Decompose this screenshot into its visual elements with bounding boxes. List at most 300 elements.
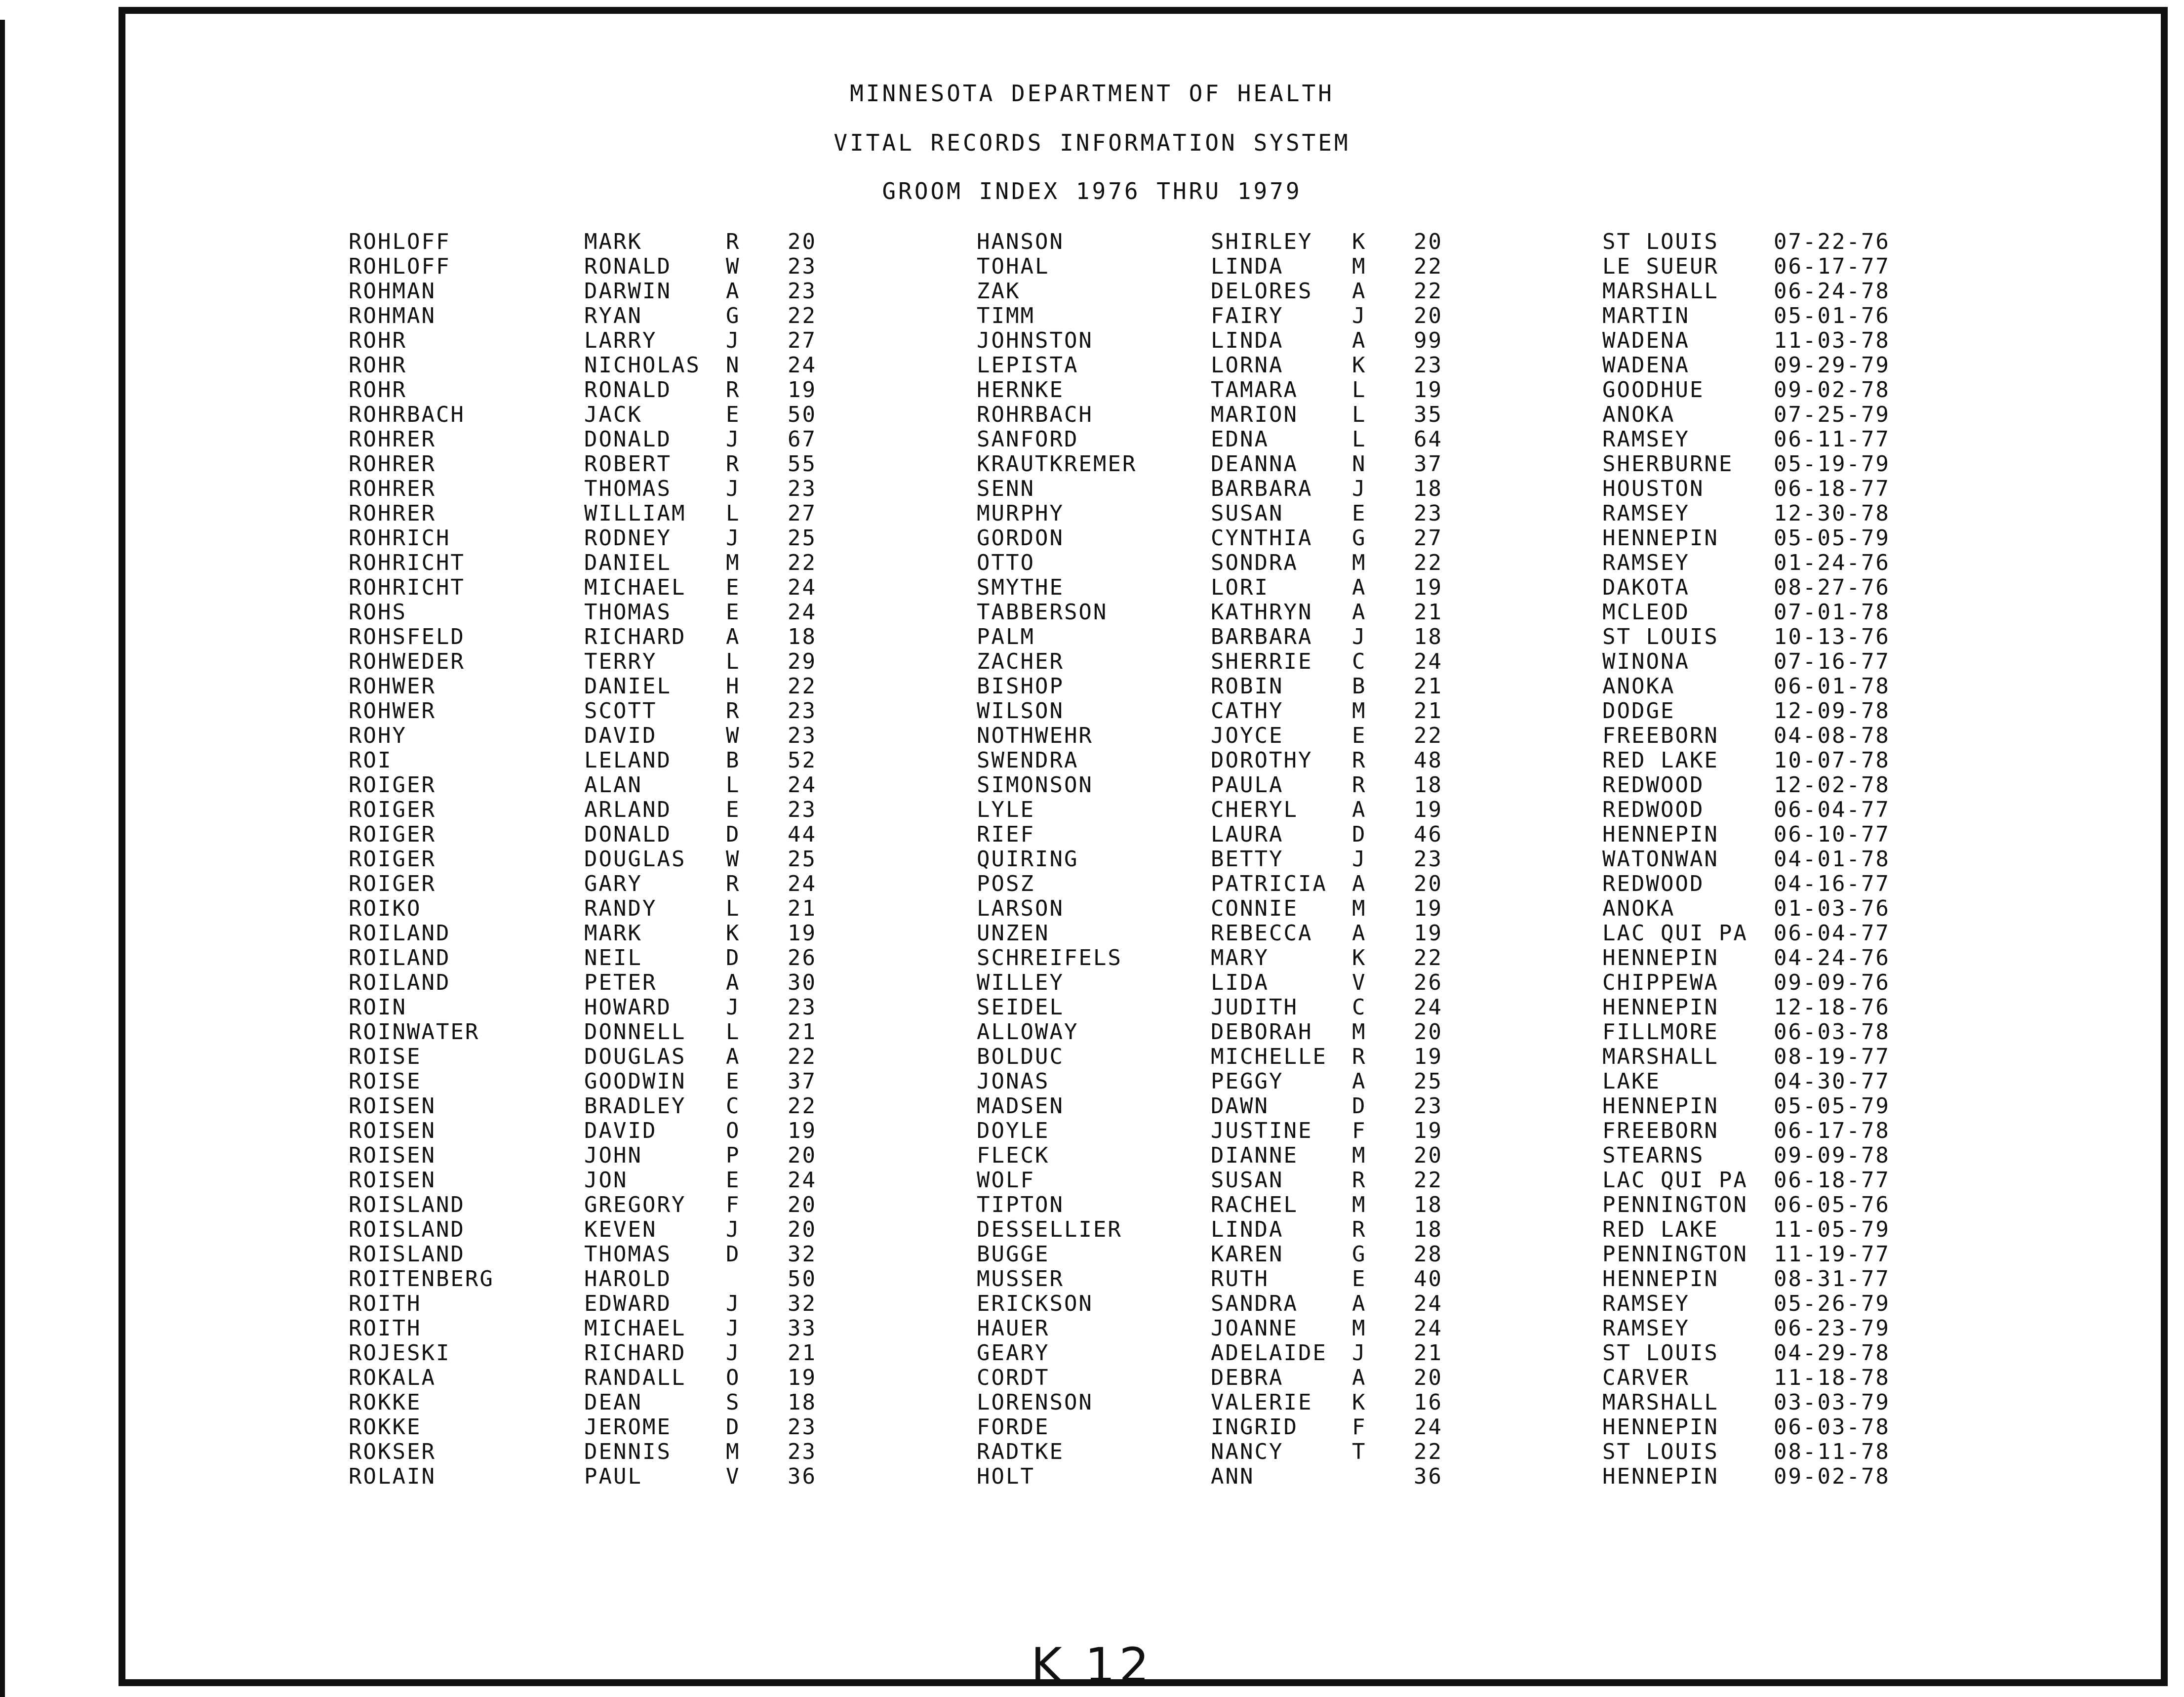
bride-surname: UNZEN xyxy=(977,921,1050,946)
groom-surname: ROISE xyxy=(349,1044,422,1069)
groom-surname: ROISEN xyxy=(349,1143,436,1168)
groom-middle-initial: R xyxy=(726,377,741,403)
groom-middle-initial: D xyxy=(726,1414,741,1440)
groom-middle-initial: H xyxy=(726,674,741,699)
marriage-date: 06-18-77 xyxy=(1774,476,1890,501)
groom-surname: ROIGER xyxy=(349,871,436,896)
groom-first-name: MARK xyxy=(584,921,642,946)
bride-middle-initial: A xyxy=(1352,328,1367,353)
bride-first-name: RACHEL xyxy=(1211,1192,1298,1217)
groom-surname: ROISEN xyxy=(349,1168,436,1193)
groom-middle-initial: W xyxy=(726,847,741,872)
groom-surname: ROIGER xyxy=(349,822,436,847)
bride-middle-initial: M xyxy=(1352,550,1367,575)
marriage-date: 04-01-78 xyxy=(1774,847,1890,872)
county: ST LOUIS xyxy=(1602,229,1719,254)
groom-middle-initial: A xyxy=(726,970,741,995)
bride-age: 19 xyxy=(1414,921,1443,946)
groom-age: 18 xyxy=(788,624,817,649)
bride-age: 19 xyxy=(1414,575,1443,600)
bride-surname: JONAS xyxy=(977,1069,1050,1094)
record-row xyxy=(0,921,2184,946)
bride-first-name: LINDA xyxy=(1211,1217,1284,1242)
bride-age: 23 xyxy=(1414,1093,1443,1119)
bride-age: 20 xyxy=(1414,1143,1443,1168)
groom-first-name: RICHARD xyxy=(584,1340,686,1366)
bride-middle-initial: A xyxy=(1352,279,1367,304)
marriage-date: 12-30-78 xyxy=(1774,501,1890,526)
groom-age: 33 xyxy=(788,1316,817,1341)
bride-first-name: EDNA xyxy=(1211,427,1269,452)
county: CHIPPEWA xyxy=(1602,970,1719,995)
bride-age: 22 xyxy=(1414,1439,1443,1464)
bride-middle-initial: L xyxy=(1352,427,1367,452)
bride-middle-initial: R xyxy=(1352,748,1367,773)
bride-middle-initial: F xyxy=(1352,1118,1367,1143)
bride-surname: LORENSON xyxy=(977,1390,1093,1415)
bride-surname: ZACHER xyxy=(977,649,1064,674)
bride-middle-initial: G xyxy=(1352,525,1367,551)
groom-first-name: LELAND xyxy=(584,748,672,773)
marriage-date: 12-18-76 xyxy=(1774,995,1890,1020)
groom-age: 32 xyxy=(788,1291,817,1316)
county: WADENA xyxy=(1602,328,1690,353)
bride-age: 64 xyxy=(1414,427,1443,452)
marriage-date: 06-18-77 xyxy=(1774,1168,1890,1193)
bride-middle-initial: A xyxy=(1352,921,1367,946)
county: DODGE xyxy=(1602,698,1675,724)
marriage-date: 12-09-78 xyxy=(1774,698,1890,724)
bride-first-name: MARION xyxy=(1211,402,1298,427)
record-row xyxy=(0,798,2184,822)
groom-first-name: JEROME xyxy=(584,1414,672,1440)
bride-middle-initial: E xyxy=(1352,501,1367,526)
groom-age: 24 xyxy=(788,600,817,625)
bride-surname: RADTKE xyxy=(977,1439,1064,1464)
marriage-date: 06-11-77 xyxy=(1774,427,1890,452)
county: ANOKA xyxy=(1602,674,1675,699)
marriage-date: 01-24-76 xyxy=(1774,550,1890,575)
groom-surname: ROIGER xyxy=(349,847,436,872)
groom-middle-initial: E xyxy=(726,402,741,427)
record-row xyxy=(0,773,2184,798)
record-row xyxy=(0,1045,2184,1069)
groom-surname: ROHSFELD xyxy=(349,624,465,649)
bride-surname: SWENDRA xyxy=(977,748,1079,773)
bride-first-name: MICHELLE xyxy=(1211,1044,1327,1069)
county: FILLMORE xyxy=(1602,1019,1719,1045)
record-row xyxy=(0,551,2184,575)
groom-first-name: MICHAEL xyxy=(584,575,686,600)
bride-first-name: REBECCA xyxy=(1211,921,1313,946)
marriage-date: 06-01-78 xyxy=(1774,674,1890,699)
groom-first-name: RICHARD xyxy=(584,624,686,649)
groom-middle-initial: J xyxy=(726,1291,741,1316)
groom-first-name: RODNEY xyxy=(584,525,672,551)
bride-age: 22 xyxy=(1414,279,1443,304)
bride-first-name: CONNIE xyxy=(1211,896,1298,921)
bride-first-name: NANCY xyxy=(1211,1439,1284,1464)
groom-surname: ROHMAN xyxy=(349,303,436,328)
bride-first-name: PEGGY xyxy=(1211,1069,1284,1094)
groom-age: 23 xyxy=(788,279,817,304)
bride-surname: NOTHWEHR xyxy=(977,723,1093,748)
groom-age: 24 xyxy=(788,575,817,600)
groom-age: 21 xyxy=(788,896,817,921)
bride-surname: FLECK xyxy=(977,1143,1050,1168)
bride-surname: GORDON xyxy=(977,525,1064,551)
groom-middle-initial: O xyxy=(726,1118,741,1143)
county: RED LAKE xyxy=(1602,748,1719,773)
record-row xyxy=(0,600,2184,625)
groom-middle-initial: M xyxy=(726,1439,741,1464)
record-row xyxy=(0,1415,2184,1440)
groom-first-name: ALAN xyxy=(584,772,642,798)
groom-age: 55 xyxy=(788,451,817,477)
county: FREEBORN xyxy=(1602,723,1719,748)
bride-middle-initial: M xyxy=(1352,1143,1367,1168)
groom-surname: ROHWER xyxy=(349,674,436,699)
groom-middle-initial: J xyxy=(726,995,741,1020)
county: MARSHALL xyxy=(1602,1044,1719,1069)
marriage-date: 05-05-79 xyxy=(1774,1093,1890,1119)
bride-first-name: DEBRA xyxy=(1211,1365,1284,1390)
record-row xyxy=(0,1267,2184,1292)
groom-age: 50 xyxy=(788,1266,817,1292)
groom-first-name: NEIL xyxy=(584,945,642,970)
groom-first-name: LARRY xyxy=(584,328,657,353)
bride-age: 24 xyxy=(1414,649,1443,674)
groom-middle-initial: C xyxy=(726,1093,741,1119)
groom-age: 52 xyxy=(788,748,817,773)
county: FREEBORN xyxy=(1602,1118,1719,1143)
groom-middle-initial: W xyxy=(726,254,741,279)
bride-surname: LARSON xyxy=(977,896,1064,921)
marriage-date: 04-16-77 xyxy=(1774,871,1890,896)
groom-middle-initial: D xyxy=(726,945,741,970)
bride-surname: TIPTON xyxy=(977,1192,1064,1217)
county: LAKE xyxy=(1602,1069,1661,1094)
marriage-date: 04-24-76 xyxy=(1774,945,1890,970)
bride-first-name: DELORES xyxy=(1211,279,1313,304)
bride-surname: SMYTHE xyxy=(977,575,1064,600)
bride-age: 20 xyxy=(1414,1365,1443,1390)
groom-surname: ROHRICHT xyxy=(349,550,465,575)
groom-age: 20 xyxy=(788,229,817,254)
record-row xyxy=(0,526,2184,551)
marriage-date: 11-05-79 xyxy=(1774,1217,1890,1242)
groom-middle-initial: P xyxy=(726,1143,741,1168)
bride-middle-initial: C xyxy=(1352,995,1367,1020)
bride-middle-initial: R xyxy=(1352,1217,1367,1242)
bride-first-name: RUTH xyxy=(1211,1266,1269,1292)
county: MARTIN xyxy=(1602,303,1690,328)
bride-age: 19 xyxy=(1414,797,1443,822)
groom-middle-initial: A xyxy=(726,1044,741,1069)
bride-age: 22 xyxy=(1414,723,1443,748)
bride-surname: SEIDEL xyxy=(977,995,1064,1020)
groom-middle-initial: J xyxy=(726,328,741,353)
groom-age: 23 xyxy=(788,254,817,279)
groom-surname: ROIGER xyxy=(349,797,436,822)
bride-age: 21 xyxy=(1414,1340,1443,1366)
bride-first-name: DOROTHY xyxy=(1211,748,1313,773)
bride-first-name: SUSAN xyxy=(1211,1168,1284,1193)
county: CARVER xyxy=(1602,1365,1690,1390)
groom-surname: ROISLAND xyxy=(349,1217,465,1242)
marriage-date: 07-16-77 xyxy=(1774,649,1890,674)
bride-age: 36 xyxy=(1414,1464,1443,1489)
record-row xyxy=(0,452,2184,477)
bride-surname: TOHAL xyxy=(977,254,1050,279)
groom-surname: ROI xyxy=(349,748,393,773)
groom-first-name: DARWIN xyxy=(584,279,672,304)
record-row xyxy=(0,649,2184,674)
record-row xyxy=(0,1069,2184,1094)
groom-surname: ROKKE xyxy=(349,1414,422,1440)
groom-surname: ROHMAN xyxy=(349,279,436,304)
county: STEARNS xyxy=(1602,1143,1705,1168)
bride-middle-initial: R xyxy=(1352,772,1367,798)
bride-age: 22 xyxy=(1414,1168,1443,1193)
bride-age: 18 xyxy=(1414,1217,1443,1242)
record-row xyxy=(0,403,2184,427)
bride-middle-initial: K xyxy=(1352,1390,1367,1415)
groom-middle-initial: R xyxy=(726,698,741,724)
groom-first-name: JON xyxy=(584,1168,628,1193)
groom-middle-initial: D xyxy=(726,822,741,847)
bride-first-name: BARBARA xyxy=(1211,476,1313,501)
groom-age: 23 xyxy=(788,698,817,724)
county: WATONWAN xyxy=(1602,847,1719,872)
groom-first-name: RONALD xyxy=(584,377,672,403)
groom-first-name: DEAN xyxy=(584,1390,642,1415)
groom-middle-initial: D xyxy=(726,1242,741,1267)
bride-surname: MURPHY xyxy=(977,501,1064,526)
bride-first-name: ADELAIDE xyxy=(1211,1340,1327,1366)
bride-middle-initial: D xyxy=(1352,822,1367,847)
groom-first-name: ARLAND xyxy=(584,797,672,822)
groom-surname: ROILAND xyxy=(349,945,451,970)
record-row xyxy=(0,501,2184,526)
bride-surname: ROHRBACH xyxy=(977,402,1093,427)
groom-first-name: THOMAS xyxy=(584,476,672,501)
county: RAMSEY xyxy=(1602,501,1690,526)
county: ST LOUIS xyxy=(1602,624,1719,649)
groom-age: 22 xyxy=(788,303,817,328)
bride-first-name: LORNA xyxy=(1211,353,1284,378)
county: ANOKA xyxy=(1602,402,1675,427)
groom-index-table xyxy=(0,230,2184,1489)
groom-surname: ROHRICH xyxy=(349,525,451,551)
system-title: VITAL RECORDS INFORMATION SYSTEM xyxy=(834,129,1350,156)
groom-first-name: TERRY xyxy=(584,649,657,674)
groom-surname: ROKALA xyxy=(349,1365,436,1390)
groom-age: 20 xyxy=(788,1217,817,1242)
bride-age: 22 xyxy=(1414,945,1443,970)
record-row xyxy=(0,230,2184,254)
groom-age: 25 xyxy=(788,847,817,872)
bride-first-name: CYNTHIA xyxy=(1211,525,1313,551)
groom-age: 25 xyxy=(788,525,817,551)
bride-age: 20 xyxy=(1414,1019,1443,1045)
groom-age: 19 xyxy=(788,1118,817,1143)
groom-surname: ROITH xyxy=(349,1291,422,1316)
marriage-date: 06-03-78 xyxy=(1774,1019,1890,1045)
record-row xyxy=(0,279,2184,304)
marriage-date: 05-05-79 xyxy=(1774,525,1890,551)
bride-middle-initial: T xyxy=(1352,1439,1367,1464)
groom-first-name: BRADLEY xyxy=(584,1093,686,1119)
county: MCLEOD xyxy=(1602,600,1690,625)
bride-surname: RIEF xyxy=(977,822,1035,847)
bride-age: 22 xyxy=(1414,550,1443,575)
bride-middle-initial: B xyxy=(1352,674,1367,699)
groom-surname: ROHRICHT xyxy=(349,575,465,600)
groom-first-name: DONALD xyxy=(584,427,672,452)
groom-middle-initial: J xyxy=(726,525,741,551)
groom-first-name: KEVEN xyxy=(584,1217,657,1242)
groom-middle-initial: O xyxy=(726,1365,741,1390)
bride-first-name: TAMARA xyxy=(1211,377,1298,403)
bride-age: 24 xyxy=(1414,1291,1443,1316)
groom-first-name: THOMAS xyxy=(584,1242,672,1267)
groom-age: 22 xyxy=(788,674,817,699)
record-row xyxy=(0,1464,2184,1489)
groom-first-name: THOMAS xyxy=(584,600,672,625)
bride-middle-initial: J xyxy=(1352,847,1367,872)
groom-age: 50 xyxy=(788,402,817,427)
groom-first-name: DANIEL xyxy=(584,550,672,575)
groom-age: 36 xyxy=(788,1464,817,1489)
bride-surname: ERICKSON xyxy=(977,1291,1093,1316)
bride-surname: QUIRING xyxy=(977,847,1079,872)
record-row xyxy=(0,1020,2184,1045)
marriage-date: 05-01-76 xyxy=(1774,303,1890,328)
marriage-date: 11-19-77 xyxy=(1774,1242,1890,1267)
bride-first-name: ROBIN xyxy=(1211,674,1284,699)
bride-surname: HERNKE xyxy=(977,377,1064,403)
bride-surname: BISHOP xyxy=(977,674,1064,699)
bride-surname: BOLDUC xyxy=(977,1044,1064,1069)
bride-middle-initial: M xyxy=(1352,1316,1367,1341)
bride-age: 18 xyxy=(1414,476,1443,501)
bride-surname: WILLEY xyxy=(977,970,1064,995)
groom-age: 22 xyxy=(788,1093,817,1119)
bride-middle-initial: A xyxy=(1352,1291,1367,1316)
record-row xyxy=(0,1316,2184,1341)
marriage-date: 07-01-78 xyxy=(1774,600,1890,625)
bride-age: 27 xyxy=(1414,525,1443,551)
groom-first-name: PAUL xyxy=(584,1464,642,1489)
bride-surname: DOYLE xyxy=(977,1118,1050,1143)
bride-middle-initial: K xyxy=(1352,353,1367,378)
bride-surname: CORDT xyxy=(977,1365,1050,1390)
marriage-date: 11-03-78 xyxy=(1774,328,1890,353)
bride-age: 20 xyxy=(1414,229,1443,254)
groom-middle-initial: V xyxy=(726,1464,741,1489)
marriage-date: 09-29-79 xyxy=(1774,353,1890,378)
groom-middle-initial: F xyxy=(726,1192,741,1217)
bride-first-name: SONDRA xyxy=(1211,550,1298,575)
marriage-date: 06-17-78 xyxy=(1774,1118,1890,1143)
bride-middle-initial: K xyxy=(1352,945,1367,970)
record-row xyxy=(0,970,2184,995)
record-row xyxy=(0,1168,2184,1193)
county: PENNINGTON xyxy=(1602,1242,1748,1267)
groom-first-name: MARK xyxy=(584,229,642,254)
bride-surname: TABBERSON xyxy=(977,600,1108,625)
bride-middle-initial: C xyxy=(1352,649,1367,674)
marriage-date: 08-31-77 xyxy=(1774,1266,1890,1292)
bride-surname: ZAK xyxy=(977,279,1021,304)
groom-middle-initial: M xyxy=(726,550,741,575)
bride-age: 28 xyxy=(1414,1242,1443,1267)
marriage-date: 06-24-78 xyxy=(1774,279,1890,304)
groom-middle-initial: L xyxy=(726,772,741,798)
bride-age: 46 xyxy=(1414,822,1443,847)
bride-first-name: LINDA xyxy=(1211,328,1284,353)
groom-surname: ROIKO xyxy=(349,896,422,921)
bride-age: 24 xyxy=(1414,1316,1443,1341)
bride-first-name: DAWN xyxy=(1211,1093,1269,1119)
bride-surname: GEARY xyxy=(977,1340,1050,1366)
marriage-date: 09-02-78 xyxy=(1774,377,1890,403)
county: HOUSTON xyxy=(1602,476,1705,501)
groom-middle-initial: G xyxy=(726,303,741,328)
bride-first-name: INGRID xyxy=(1211,1414,1298,1440)
groom-age: 19 xyxy=(788,377,817,403)
groom-age: 67 xyxy=(788,427,817,452)
groom-first-name: DAVID xyxy=(584,1118,657,1143)
groom-age: 20 xyxy=(788,1143,817,1168)
groom-surname: ROHY xyxy=(349,723,407,748)
county: ANOKA xyxy=(1602,896,1675,921)
groom-middle-initial: L xyxy=(726,501,741,526)
bride-age: 40 xyxy=(1414,1266,1443,1292)
marriage-date: 03-03-79 xyxy=(1774,1390,1890,1415)
marriage-date: 12-02-78 xyxy=(1774,772,1890,798)
bride-age: 20 xyxy=(1414,871,1443,896)
groom-age: 24 xyxy=(788,353,817,378)
groom-first-name: DOUGLAS xyxy=(584,1044,686,1069)
groom-surname: ROILAND xyxy=(349,970,451,995)
county: LE SUEUR xyxy=(1602,254,1719,279)
groom-first-name: RONALD xyxy=(584,254,672,279)
groom-first-name: GARY xyxy=(584,871,642,896)
bride-middle-initial: E xyxy=(1352,1266,1367,1292)
groom-middle-initial: S xyxy=(726,1390,741,1415)
county: MARSHALL xyxy=(1602,279,1719,304)
groom-age: 30 xyxy=(788,970,817,995)
bride-surname: HANSON xyxy=(977,229,1064,254)
groom-surname: ROJESKI xyxy=(349,1340,451,1366)
groom-surname: ROINWATER xyxy=(349,1019,480,1045)
groom-surname: ROHRER xyxy=(349,427,436,452)
groom-first-name: JOHN xyxy=(584,1143,642,1168)
bride-middle-initial: N xyxy=(1352,451,1367,477)
groom-age: 18 xyxy=(788,1390,817,1415)
county: WADENA xyxy=(1602,353,1690,378)
groom-surname: ROLAIN xyxy=(349,1464,436,1489)
groom-first-name: JACK xyxy=(584,402,642,427)
bride-middle-initial: A xyxy=(1352,797,1367,822)
record-row xyxy=(0,254,2184,279)
county: WINONA xyxy=(1602,649,1690,674)
bride-first-name: SHIRLEY xyxy=(1211,229,1313,254)
bride-first-name: VALERIE xyxy=(1211,1390,1313,1415)
bride-middle-initial: M xyxy=(1352,254,1367,279)
